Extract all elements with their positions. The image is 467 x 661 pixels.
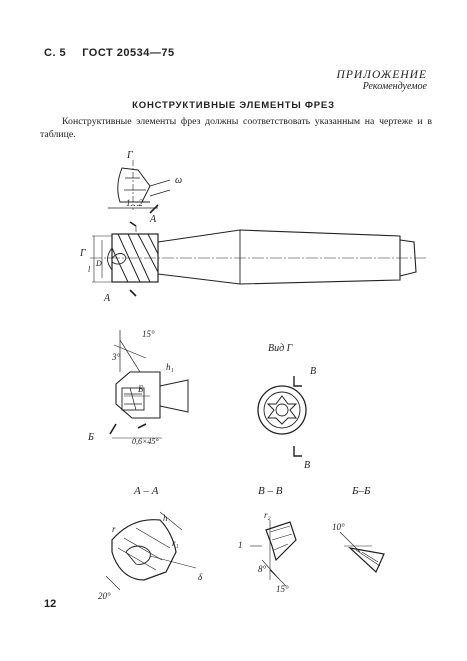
- label-delta: δ: [198, 572, 203, 582]
- label-d: D: [96, 259, 102, 268]
- label-b-left: Б: [88, 432, 94, 443]
- label-r2: r₂: [264, 510, 271, 520]
- label-b-detail: Б: [138, 384, 144, 394]
- label-g-top: Г: [127, 150, 133, 161]
- label-omega: ω: [175, 175, 183, 186]
- section-bbb: [340, 532, 384, 572]
- main-cutter-view: [90, 160, 428, 296]
- label-one: 1: [238, 540, 243, 550]
- label-b-bottom-view: В: [304, 460, 311, 471]
- label-a-top: А: [150, 214, 157, 225]
- label-view-g: Вид Г: [268, 343, 293, 354]
- intro-paragraph: Конструктивные элементы фрез должны соответствовать указанным на чертеже и в таблице.: [40, 116, 432, 140]
- section-title: КОНСТРУКТИВНЫЕ ЭЛЕМЕНТЫ ФРЕЗ: [132, 100, 335, 111]
- appendix-subtitle: Рекомендуемое: [362, 81, 427, 92]
- label-20deg: 20°: [98, 591, 111, 601]
- label-section-bb: В – В: [258, 485, 283, 497]
- view-g: [258, 376, 306, 456]
- label-r: r: [112, 524, 116, 534]
- page-number: 12: [44, 598, 57, 610]
- section-aa: [106, 512, 196, 590]
- gost-number: ГОСТ 20534—75: [82, 47, 175, 59]
- label-h: h: [163, 513, 168, 523]
- label-gamma: Г: [80, 248, 86, 259]
- label-10deg: 10°: [332, 522, 345, 532]
- label-3deg: 3°: [112, 352, 121, 362]
- label-b-top-view: В: [310, 366, 317, 377]
- label-15deg: 15°: [142, 329, 155, 339]
- label-8deg: 8°: [258, 564, 267, 574]
- label-15deg-bb: 15°: [276, 584, 289, 594]
- dim-1-2: 1…2: [126, 198, 144, 208]
- appendix-title: ПРИЛОЖЕНИЕ: [336, 69, 427, 81]
- page-label: С. 5: [44, 47, 67, 59]
- label-section-aa: А – А: [134, 485, 159, 497]
- detail-view: [110, 330, 188, 438]
- label-h1: h₁: [166, 362, 174, 372]
- label-r1: r₁: [172, 538, 179, 548]
- section-bb: [250, 520, 296, 586]
- label-l: l: [88, 265, 91, 274]
- label-section-bbb: Б–Б: [352, 485, 371, 497]
- label-chamfer: 0,6×45°: [132, 437, 159, 446]
- label-a-bottom: А: [104, 293, 111, 304]
